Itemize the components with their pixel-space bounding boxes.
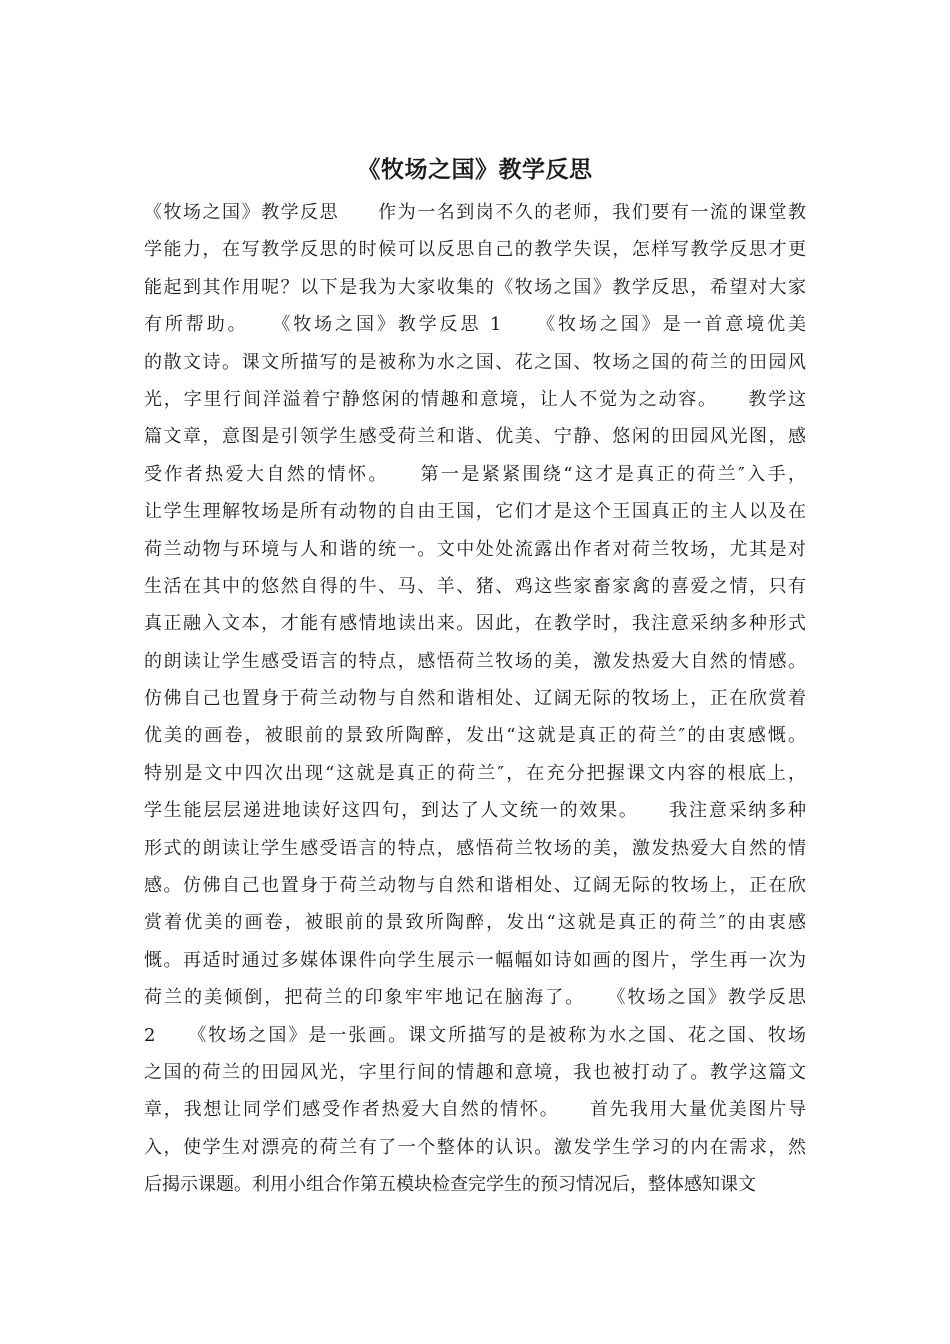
body-line: 优美的画卷，被眼前的景致所陶醉，发出“这就是真正的荷兰″的由衷感慨。: [144, 725, 806, 747]
body-line: 荷兰动物与环境与人和谐的统一。文中处处流露出作者对荷兰牧场，尤其是对: [144, 538, 806, 560]
body-line: 赏着优美的画卷，被眼前的景致所陶醉，发出“这就是真正的荷兰″的由衷感: [144, 912, 806, 934]
body-line: 入，使学生对漂亮的荷兰有了一个整体的认识。激发学生学习的内在需求，然: [144, 1136, 806, 1158]
body-line: 章，我想让同学们感受作者热爱大自然的情怀。 首先我用大量优美图片导: [144, 1099, 806, 1121]
body-line: 有所帮助。 《牧场之国》教学反思 1 《牧场之国》是一首意境优美: [144, 314, 806, 336]
body-line: 的散文诗。课文所描写的是被称为水之国、花之国、牧场之国的荷兰的田园风: [144, 351, 806, 373]
body-line: 慨。再适时通过多媒体课件向学生展示一幅幅如诗如画的图片，学生再一次为: [144, 949, 806, 971]
body-line: 荷兰的美倾倒，把荷兰的印象牢牢地记在脑海了。 《牧场之国》教学反思: [144, 987, 806, 1009]
body-line: 感。仿佛自己也置身于荷兰动物与自然和谐相处、辽阔无际的牧场上，正在欣: [144, 875, 806, 897]
body-line: 生活在其中的悠然自得的牛、马、羊、猪、鸡这些家畜家禽的喜爱之情，只有: [144, 575, 806, 597]
body-line: 让学生理解牧场是所有动物的自由王国，它们才是这个王国真正的主人以及在: [144, 501, 806, 523]
body-line: 之国的荷兰的田园风光，字里行间的情趣和意境，我也被打动了。教学这篇文: [144, 1061, 806, 1083]
body-line: 学能力，在写教学反思的时候可以反思自己的教学失误，怎样写教学反思才更: [144, 239, 806, 261]
document-body: [144, 194, 806, 1204]
body-line: 特别是文中四次出现“这就是真正的荷兰″，在充分把握课文内容的根底上，: [144, 762, 806, 784]
body-line: 受作者热爱大自然的情怀。 第一是紧紧围绕“这才是真正的荷兰″入手，: [144, 463, 806, 485]
body-line: 形式的朗读让学生感受语言的特点，感悟荷兰牧场的美，激发热爱大自然的情: [144, 837, 806, 859]
body-line: 能起到其作用呢？以下是我为大家收集的《牧场之国》教学反思，希望对大家: [144, 276, 806, 298]
body-line: 光，字里行间洋溢着宁静悠闲的情趣和意境，让人不觉为之动容。 教学这: [144, 388, 806, 410]
document-title: 《牧场之国》教学反思: [357, 156, 593, 183]
body-line: 后揭示课题。利用小组合作第五模块检查完学生的预习情况后，整体感知课文: [144, 1174, 756, 1196]
body-line: 篇文章，意图是引领学生感受荷兰和谐、优美、宁静、悠闲的田园风光图，感: [144, 426, 806, 448]
body-line: 真正融入文本，才能有感情地读出来。因此，在教学时，我注意采纳多种形式: [144, 613, 806, 635]
body-line: 2 《牧场之国》是一张画。课文所描写的是被称为水之国、花之国、牧场: [144, 1024, 806, 1046]
body-line: 学生能层层递进地读好这四句，到达了人文统一的效果。 我注意采纳多种: [144, 800, 806, 822]
body-line: 《牧场之国》教学反思 作为一名到岗不久的老师，我们要有一流的课堂教: [144, 202, 806, 223]
body-line: 的朗读让学生感受语言的特点，感悟荷兰牧场的美，激发热爱大自然的情感。: [144, 650, 806, 672]
body-line: 仿佛自己也置身于荷兰动物与自然和谐相处、辽阔无际的牧场上，正在欣赏着: [144, 688, 806, 710]
